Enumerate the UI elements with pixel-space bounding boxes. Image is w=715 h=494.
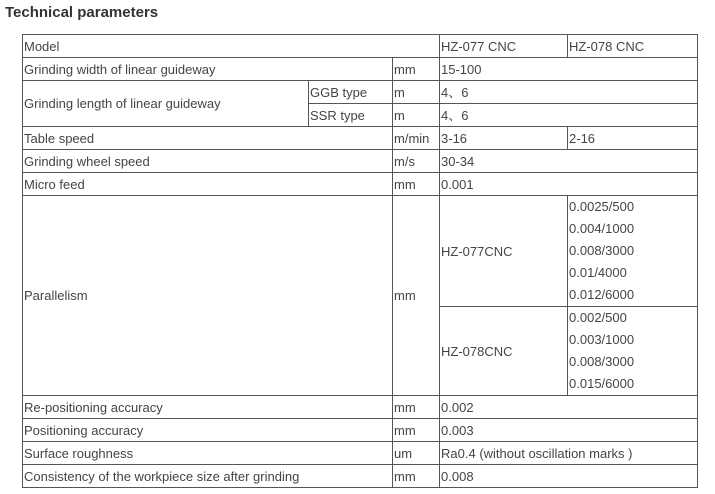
table-row-roughness	[23, 442, 698, 465]
ggb-unit: m	[393, 81, 440, 104]
table-row-micro-feed	[23, 173, 698, 196]
ggb-value: 4、6	[440, 81, 698, 104]
repositioning-unit: mm	[393, 396, 440, 419]
wheel-speed-label: Grinding wheel speed	[23, 150, 393, 173]
parallelism-value: 0.002/500	[569, 310, 627, 325]
ssr-value: 4、6	[440, 104, 698, 127]
grinding-length-label: Grinding length of linear guideway	[23, 81, 309, 127]
consistency-value: 0.008	[440, 465, 698, 488]
technical-parameters-table	[22, 34, 698, 488]
model-b-header: HZ-078 CNC	[568, 35, 698, 58]
positioning-label: Positioning accuracy	[23, 419, 393, 442]
repositioning-label: Re-positioning accuracy	[23, 396, 393, 419]
table-row-parallelism-077	[23, 196, 698, 307]
parallelism-values-078	[568, 307, 698, 396]
table-speed-unit: m/min	[393, 127, 440, 150]
table-row-table-speed	[23, 127, 698, 150]
roughness-label: Surface roughness	[23, 442, 393, 465]
table-speed-value-a: 3-16	[440, 127, 568, 150]
table-row-grinding-width	[23, 58, 698, 81]
consistency-label: Consistency of the workpiece size after grinding	[23, 465, 393, 488]
micro-feed-value: 0.001	[440, 173, 698, 196]
parallelism-value: 0.015/6000	[569, 376, 635, 391]
ssr-type-label: SSR type	[309, 104, 393, 127]
roughness-unit: um	[393, 442, 440, 465]
roughness-value: Ra0.4 (without oscillation marks )	[440, 442, 698, 465]
consistency-unit: mm	[393, 465, 440, 488]
table-row-grinding-length-ggb	[23, 81, 698, 104]
micro-feed-label: Micro feed	[23, 173, 393, 196]
parallelism-model-077: HZ-077CNC	[440, 196, 568, 307]
model-label: Model	[23, 35, 440, 58]
grinding-width-label: Grinding width of linear guideway	[23, 58, 393, 81]
grinding-width-value: 15-100	[440, 58, 698, 81]
parallelism-value: 0.003/1000	[569, 332, 635, 347]
table-row-repositioning	[23, 396, 698, 419]
grinding-width-unit: mm	[393, 58, 440, 81]
ssr-unit: m	[393, 104, 440, 127]
table-row-positioning	[23, 419, 698, 442]
table-row-wheel-speed	[23, 150, 698, 173]
parallelism-value: 0.012/6000	[569, 287, 635, 302]
parallelism-value: 0.008/3000	[569, 243, 635, 258]
table-speed-label: Table speed	[23, 127, 393, 150]
parallelism-unit: mm	[393, 196, 440, 396]
parallelism-model-078: HZ-078CNC	[440, 307, 568, 396]
repositioning-value: 0.002	[440, 396, 698, 419]
parallelism-label: Parallelism	[23, 196, 393, 396]
table-speed-value-b: 2-16	[568, 127, 698, 150]
table-row-consistency	[23, 465, 698, 488]
page-title: Technical parameters	[5, 4, 159, 21]
positioning-unit: mm	[393, 419, 440, 442]
parallelism-value: 0.01/4000	[569, 265, 627, 280]
parallelism-value: 0.0025/500	[569, 199, 635, 214]
parallelism-values-077	[568, 196, 698, 307]
positioning-value: 0.003	[440, 419, 698, 442]
table-row-model	[23, 35, 698, 58]
wheel-speed-value: 30-34	[440, 150, 698, 173]
model-a-header: HZ-077 CNC	[440, 35, 568, 58]
ggb-type-label: GGB type	[309, 81, 393, 104]
micro-feed-unit: mm	[393, 173, 440, 196]
parallelism-value: 0.004/1000	[569, 221, 635, 236]
parallelism-value: 0.008/3000	[569, 354, 635, 369]
wheel-speed-unit: m/s	[393, 150, 440, 173]
